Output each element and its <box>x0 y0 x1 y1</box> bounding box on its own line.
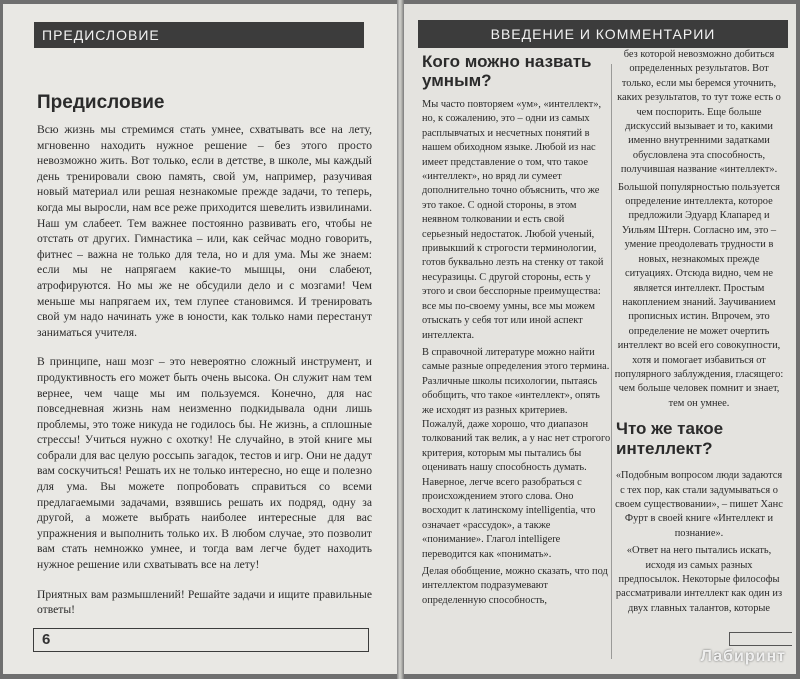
labirint-watermark: Лабиринт <box>700 648 786 665</box>
left-running-header: ПРЕДИСЛОВИЕ <box>34 22 364 48</box>
column-divider <box>611 64 612 659</box>
page-number-box <box>33 628 369 652</box>
left-page <box>3 4 397 674</box>
col1-paragraph: Мы часто повторяем «ум», «интеллект», но, к сожалению, это – одни из самых расплывчатых и несчетных понятий в нашем обиходном языке. Любой из нас имеет представление о том, что такое «интеллект», но вряд ли сумеет дополнительно точно объяснить, что же это такое. С одной стороны, в этом неявном толковании и есть свой серьезный недостаток. Любой ученый, привыкший к строгости терминологии, готов буквально лезть на стенку от такой несуразицы. С другой стороны, есть у этого и свои бесспорные преимущества: все мы по-своему умны, все мы можем отыскать у себя тот или иной аспект интеллекта. <box>422 99 604 341</box>
left-paragraph: В принципе, наш мозг – это невероятно сложный инструмент, и продуктивность его может быть очень высока. Он служит нам тем вернее, чем чаще мы им пользуемся. Конечно, для нас повседневная жизнь нам неизменно подкидывала одни лишь проблемы, это тоже никуда не годилось бы. Не жизнь, а сплошные стрессы! Учиться нужно с охотку! Не случайно, в этой книге мы собрали для вас целую россыпь загадок, тестов и игр. Они не дадут вам соскучиться! Решать их не только интересно, но еще и полезно для ума. Вы можете попробовать справиться со всеми предлагаемыми задачами, взявшись решать их подряд, одну за другой, а можете выбрать наиболее интересные для вас упражнения и выполнить только их. В любом случае, это позволит вам стать немножко умнее, и тогда вам легче будет находить нужное решение или схватывать все на лету! <box>37 355 372 572</box>
right-page <box>404 4 796 674</box>
col2-paragraph: без которой невозможно добиться определенных результатов. Вот только, если мы беремся уточнить, каких результатов, то тут тоже есть о чем поспорить. Еще больше дискуссий вызывает и то, какими именно внутренними задатками обусловлена эта способность, получившая название «интеллект». <box>617 49 781 176</box>
book-spine <box>397 0 404 679</box>
left-paragraph: Всю жизнь мы стремимся стать умнее, схватывать все на лету, мгновенно находить нужное решение – без этого просто невозможно жить. Вот только, если в детстве, в школе, мы каждый день тренировали свою память, свой ум, например, разучивая новый материал или решая незнакомые прежде задачи, то теперь, когда мы выросли, нам все реже приходится шевелить извилинами. Наш ум слабеет. Тем важнее постоянно развивать его, чтобы не отстать от других. Гимнастика – или, как сейчас модно говорить, фитнес – важна не только для тела, но и для ума. Мы же знаем: если мы не напрягаем какие-то мышцы, они слабеют, атрофируются. Но мы же не обсудили дело и с мозгами! Чем меньше мы напрягаем их, тем глупее становимся. И тренировать свой ум надо начинать уже в юности, как только нами перестанут заниматься учителя. <box>37 123 372 339</box>
col1-paragraph: В справочной литературе можно найти самые разные определения этого термина. Различные школы психологии, пытаясь обобщить, что такое «интеллект», опять же исходят из разных критериев. Пожалуй, даже хорошо, что диапазон толкований так велик, а у нас нет строгого критерия, которым мы пытались бы оценивать нашу способность думать. Наверное, легче всего разобраться с происхождением этого слова. Оно восходит к латинскому intelligentia, что означает «рассудок», а также «понимание». Глагол intelligere переводится как «понимать». <box>422 346 611 560</box>
left-page-heading: Предисловие <box>37 92 165 113</box>
right-column-2 <box>614 48 784 619</box>
col1-paragraph: Делая обобщение, можно сказать, что под интеллектом подразумевают определенную способность, <box>422 566 608 606</box>
right-column-1 <box>422 52 612 611</box>
col2-paragraph: «Подобным вопросом люди задаются с тех пор, как стали задумываться о своем существовании», – пишет Ханс Фурт в своей книге «Интеллект и познание». <box>615 470 783 539</box>
left-body-text <box>37 122 372 632</box>
col2-paragraph: Большой популярностью пользуется определение интеллекта, которое предложили Эдуард Клапаред и Уильям Штерн. Согласно им, это – умение преодолевать трудности в новых, незнакомых прежде ситуациях. Отсюда видно, чем не является интеллект. Простым накоплением знаний. Заучиванием прописных истин. Впрочем, это определение не может очертить интеллект во всей его совокупности, хотя и помогает избавиться от популярного заблуждения, гласящего: чем больше человек помнит и знает, тем он умнее. <box>614 181 784 409</box>
section-heading-intellect: Что же такое интеллект? <box>616 419 724 459</box>
left-paragraph: Приятных вам размышлений! Решайте задачи и ищите правильные ответы! <box>37 587 372 617</box>
footer-bar <box>729 632 792 646</box>
section-heading-smart: Кого можно назвать умным? <box>422 52 592 90</box>
col2-paragraph: «Ответ на него пытались искать, исходя из самых разных предпосылок. Некоторые философы рассматривали интеллект как один из двух главных талантов, которые <box>615 545 783 614</box>
page-number: 6 <box>42 631 51 648</box>
right-running-header: ВВЕДЕНИЕ И КОММЕНТАРИИ <box>418 20 788 48</box>
